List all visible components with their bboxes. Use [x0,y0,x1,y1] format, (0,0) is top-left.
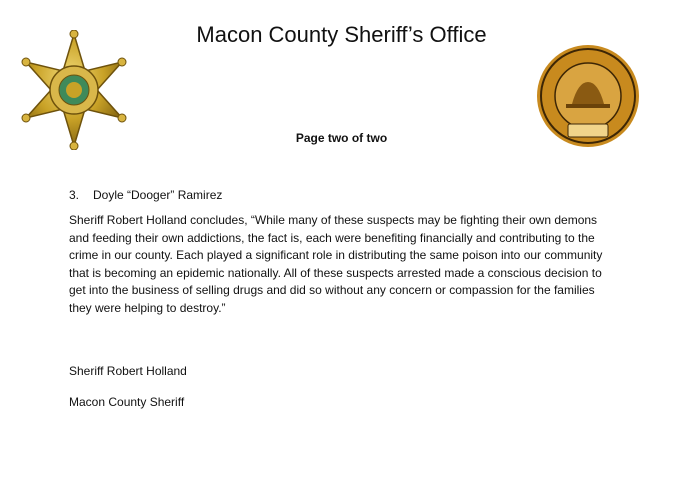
list-item-number: 3. [69,188,80,202]
list-item [69,188,222,202]
signature-name: Sheriff Robert Holland [69,364,187,378]
list-item-text: Doyle “Dooger” Ramirez [93,188,223,202]
page-title: Macon County Sheriff’s Office [196,22,487,47]
signature-title: Macon County Sheriff [69,395,185,409]
page-number-label: Page two of two [295,131,388,145]
body-paragraph: Sheriff Robert Holland concludes, “While many of these suspects may be fighting their own demons and feeding their own addictions, the fact is, each were benefiting financially and contributing to the crime in our county. Each played a significant role in distributing the same poison into our community that is becoming an epidemic nationally. All of these suspects arrested made a conscious decision to get into the business of selling drugs and did so without any concern or compassion for the families they were helping to destroy.” [69,213,603,315]
